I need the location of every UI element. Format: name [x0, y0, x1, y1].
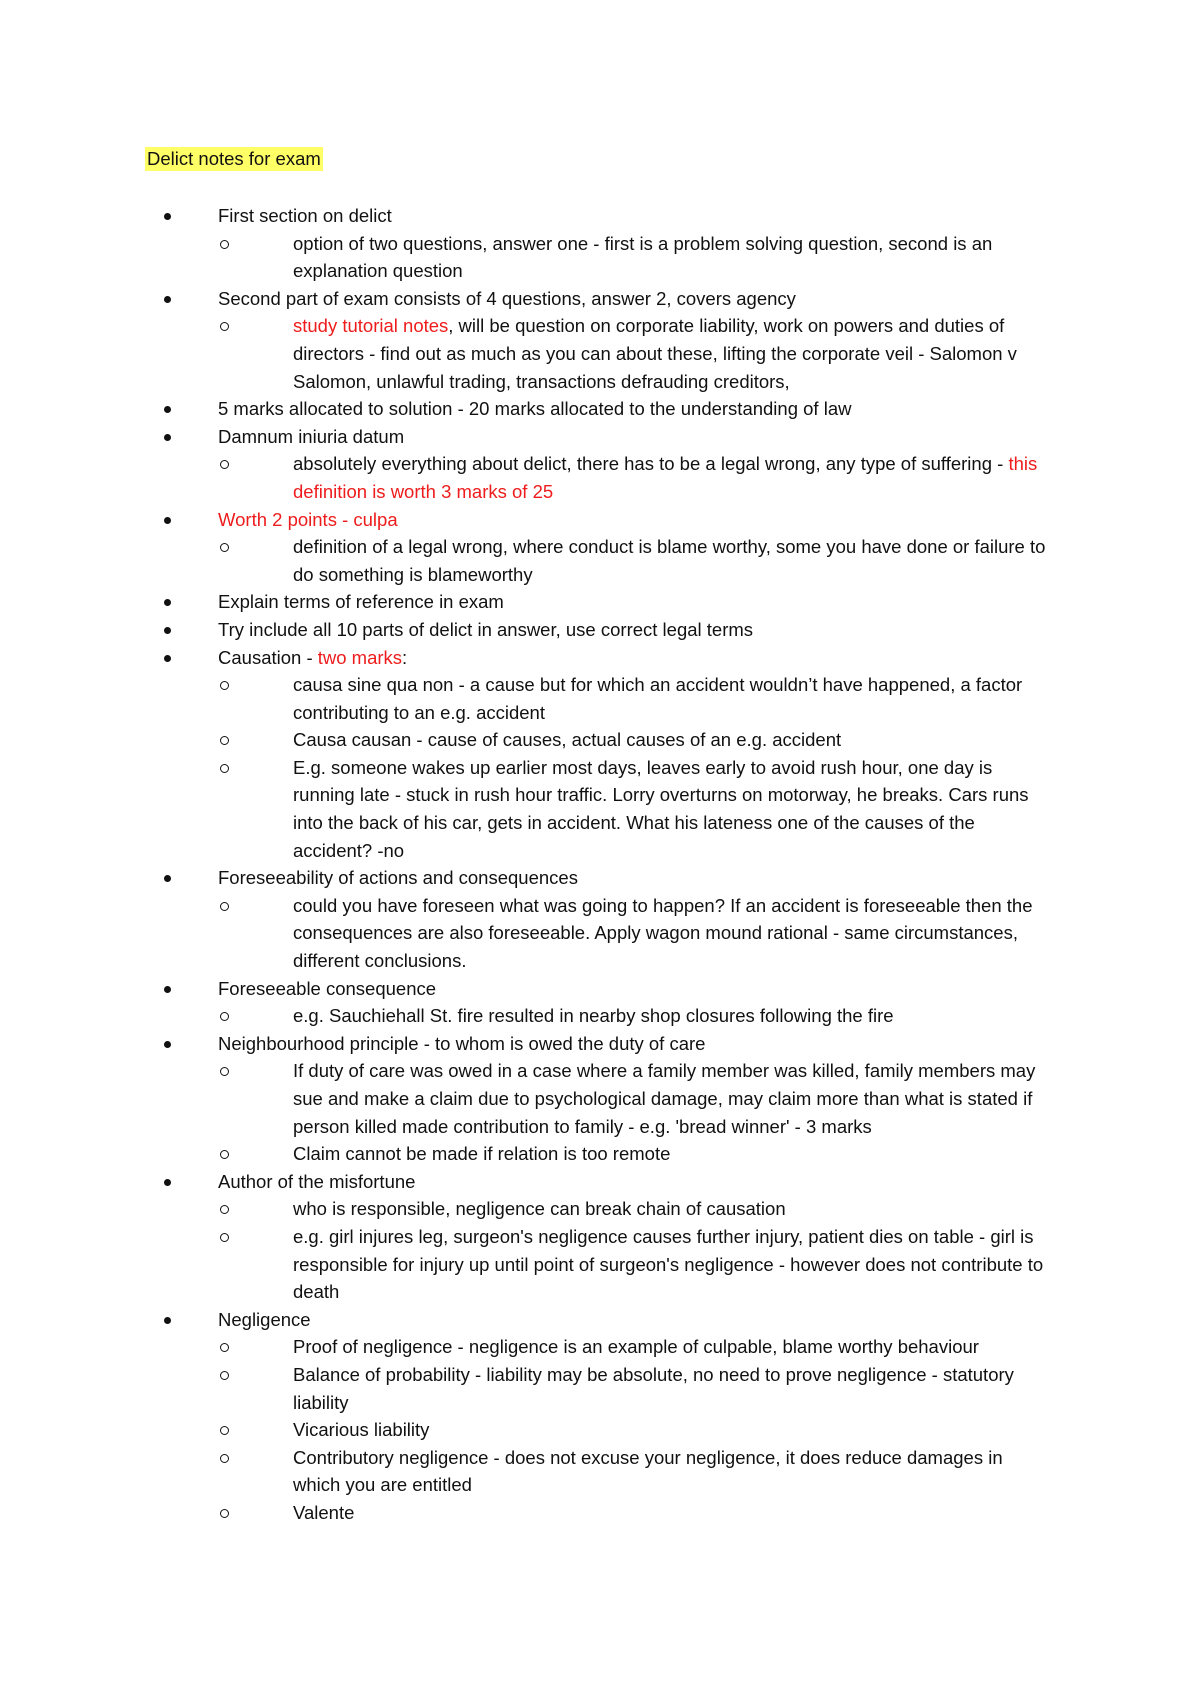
sub-list-item [0, 1223, 1053, 1306]
circle-bullet-icon [220, 543, 229, 552]
list-item [0, 1306, 1058, 1334]
text-run: who is responsible, negligence can break chain of causation [293, 1198, 786, 1220]
text-run: Proof of negligence - negligence is an example of culpable, blame worthy behaviour [293, 1336, 979, 1358]
list-item-text [218, 591, 504, 612]
text-run: , will be question on corporate liability, work on powers and duties of directors - find out as much as you can about these, lifting the corporate veil - Salomon v Salomon, unlawful trading, transactions defrauding creditors, [293, 315, 1017, 392]
list-item-text [253, 453, 1037, 502]
sub-list-item [0, 1140, 1053, 1168]
list-item [0, 975, 1058, 1003]
text-run: Damnum iniuria datum [218, 425, 405, 447]
sub-list-item [0, 1416, 1053, 1444]
list-item-text [253, 1502, 354, 1523]
sub-list-item [0, 533, 1053, 588]
text-run: 5 marks allocated to solution - 20 marks allocated to the understanding of law [218, 398, 852, 420]
sub-list-item [0, 1361, 1053, 1416]
sub-list-item [0, 892, 1053, 975]
list-item-text [253, 1143, 670, 1164]
list-item [0, 423, 1058, 451]
text-run: Explain terms of reference in exam [218, 591, 504, 613]
sub-list-item [0, 1002, 1053, 1030]
list-item-text [253, 895, 1033, 971]
list-item [0, 1168, 1058, 1196]
list-item-text [253, 757, 1029, 861]
text-run: could you have foreseen what was going to happen? If an accident is foreseeable then the consequences are also foreseeable. Apply wagon mound rational - same circumstances, different conclusions. [293, 894, 1033, 972]
list-item-text [218, 619, 753, 640]
text-run: E.g. someone wakes up earlier most days, leaves early to avoid rush hour, one day is running late - stuck in rush hour traffic. Lorry overturns on motorway, he breaks. Cars runs into the back of his car, gets in accident. What his lateness one of the causes of the accident? -no [293, 756, 1029, 861]
text-run: option of two questions, answer one - first is a problem solving question, second is an explanation question [293, 232, 993, 282]
circle-bullet-icon [220, 1454, 229, 1463]
circle-bullet-icon [220, 1233, 229, 1242]
emphasis-text: Worth 2 points - culpa [218, 508, 398, 530]
bullet-icon [164, 296, 171, 303]
document-title: Delict notes for exam [147, 148, 321, 169]
list-item [0, 285, 1058, 313]
list-item-text [218, 398, 851, 419]
text-run: Negligence [218, 1308, 311, 1330]
circle-bullet-icon [220, 460, 229, 469]
text-run: Vicarious liability [293, 1419, 430, 1441]
list-item-text [253, 1198, 786, 1219]
bullet-icon [164, 1179, 171, 1186]
emphasis-text: two marks [317, 646, 403, 668]
list-item-text [253, 729, 841, 750]
circle-bullet-icon [220, 1012, 229, 1021]
list-item [0, 644, 1058, 672]
list-item-text [253, 674, 1022, 723]
bullet-icon [164, 655, 171, 662]
text-run: First section on delict [218, 205, 392, 226]
circle-bullet-icon [220, 1067, 229, 1076]
text-run: Neighbourhood principle - to whom is owed the duty of care [218, 1032, 706, 1054]
circle-bullet-icon [220, 681, 229, 690]
list-item [0, 202, 1058, 230]
sub-list-item [0, 1444, 1053, 1499]
text-run: causa sine qua non - a cause but for which an accident wouldn’t have happened, a factor contributing to an e.g. accident [293, 674, 1023, 723]
notes-list [0, 202, 1200, 1527]
bullet-icon [164, 406, 171, 413]
text-run: Author of the misfortune [218, 1170, 416, 1192]
list-item-text [253, 1336, 979, 1357]
list-item-text [218, 867, 578, 888]
sub-list-item [0, 312, 1053, 395]
text-run: Foreseeable consequence [218, 977, 437, 999]
list-item-text [253, 1419, 429, 1440]
list-item-text [218, 1309, 311, 1330]
text-run: Contributory negligence - does not excuse your negligence, it does reduce damages in which you are entitled [293, 1446, 1003, 1496]
bullet-icon [164, 1317, 171, 1324]
list-item-text [218, 426, 404, 447]
list-item [0, 395, 1058, 423]
list-item-text [253, 315, 1017, 391]
sub-list-item [0, 726, 1053, 754]
list-item-text [218, 1171, 415, 1192]
list-item-text [218, 205, 392, 226]
list-item-text [218, 647, 407, 668]
emphasis-text: study tutorial notes [293, 315, 449, 337]
list-item [0, 588, 1058, 616]
list-item-text [253, 1005, 894, 1026]
list-item-text [253, 1226, 1043, 1302]
list-item [0, 506, 1058, 534]
circle-bullet-icon [220, 1343, 229, 1352]
text-run: Balance of probability - liability may be absolute, no need to prove negligence - statutory liability [293, 1363, 1014, 1413]
list-item-text [253, 1364, 1014, 1413]
circle-bullet-icon [220, 764, 229, 773]
bullet-icon [164, 875, 171, 882]
circle-bullet-icon [220, 1150, 229, 1159]
bullet-icon [164, 627, 171, 634]
bullet-icon [164, 434, 171, 441]
circle-bullet-icon [220, 1509, 229, 1518]
text-run: e.g. girl injures leg, surgeon's negligence causes further injury, patient dies on table - girl is responsible for injury up until point of surgeon's negligence - however does not contribute to death [293, 1225, 1044, 1303]
bullet-icon [164, 517, 171, 524]
circle-bullet-icon [220, 240, 229, 249]
emphasis-text: this definition is worth 3 marks of 25 [293, 453, 1038, 502]
sub-list-item [0, 1057, 1053, 1140]
sub-list-item [0, 450, 1053, 505]
bullet-icon [164, 986, 171, 993]
text-run: e.g. Sauchiehall St. fire resulted in nearby shop closures following the fire [293, 1005, 894, 1027]
list-item-text [218, 288, 796, 309]
sub-list-item [0, 230, 1053, 285]
text-run: Second part of exam consists of 4 questions, answer 2, covers agency [218, 287, 796, 309]
text-run: Causation - [218, 646, 318, 668]
list-item [0, 616, 1058, 644]
bullet-icon [164, 213, 171, 220]
circle-bullet-icon [220, 1426, 229, 1435]
sub-list-item [0, 671, 1053, 726]
list-item-text [253, 1447, 1003, 1496]
bullet-icon [164, 599, 171, 606]
text-run: Foreseeability of actions and consequences [218, 867, 578, 889]
circle-bullet-icon [220, 902, 229, 911]
list-item [0, 864, 1058, 892]
list-item-text [253, 233, 992, 282]
circle-bullet-icon [220, 1205, 229, 1214]
circle-bullet-icon [220, 736, 229, 745]
sub-list-item [0, 1499, 1053, 1527]
text-run: Try include all 10 parts of delict in answer, use correct legal terms [218, 618, 754, 640]
text-run: Causa causan - cause of causes, actual causes of an e.g. accident [293, 729, 842, 751]
text-run: : [402, 646, 408, 668]
circle-bullet-icon [220, 322, 229, 331]
list-item-text [253, 1060, 1035, 1136]
text-run: If duty of care was owed in a case where a family member was killed, family members may sue and make a claim due to psychological damage, may claim more than what is stated if person killed made contribution to family - e.g. 'bread winner' - 3 marks [293, 1060, 1036, 1137]
text-run: absolutely everything about delict, there has to be a legal wrong, any type of suffering - [293, 453, 1009, 475]
list-item-text [218, 509, 398, 530]
list-item [0, 1030, 1058, 1058]
list-item-text [218, 978, 436, 999]
bullet-icon [164, 1041, 171, 1048]
sub-list-item [0, 754, 1053, 864]
sub-list-item [0, 1333, 1053, 1361]
list-item-text [253, 536, 1045, 585]
list-item-text [218, 1033, 705, 1054]
circle-bullet-icon [220, 1371, 229, 1380]
text-run: Claim cannot be made if relation is too remote [293, 1143, 671, 1165]
sub-list-item [0, 1195, 1053, 1223]
text-run: Valente [293, 1501, 355, 1523]
text-run: definition of a legal wrong, where conduct is blame worthy, some you have done or failure to do something is blameworthy [293, 536, 1046, 585]
